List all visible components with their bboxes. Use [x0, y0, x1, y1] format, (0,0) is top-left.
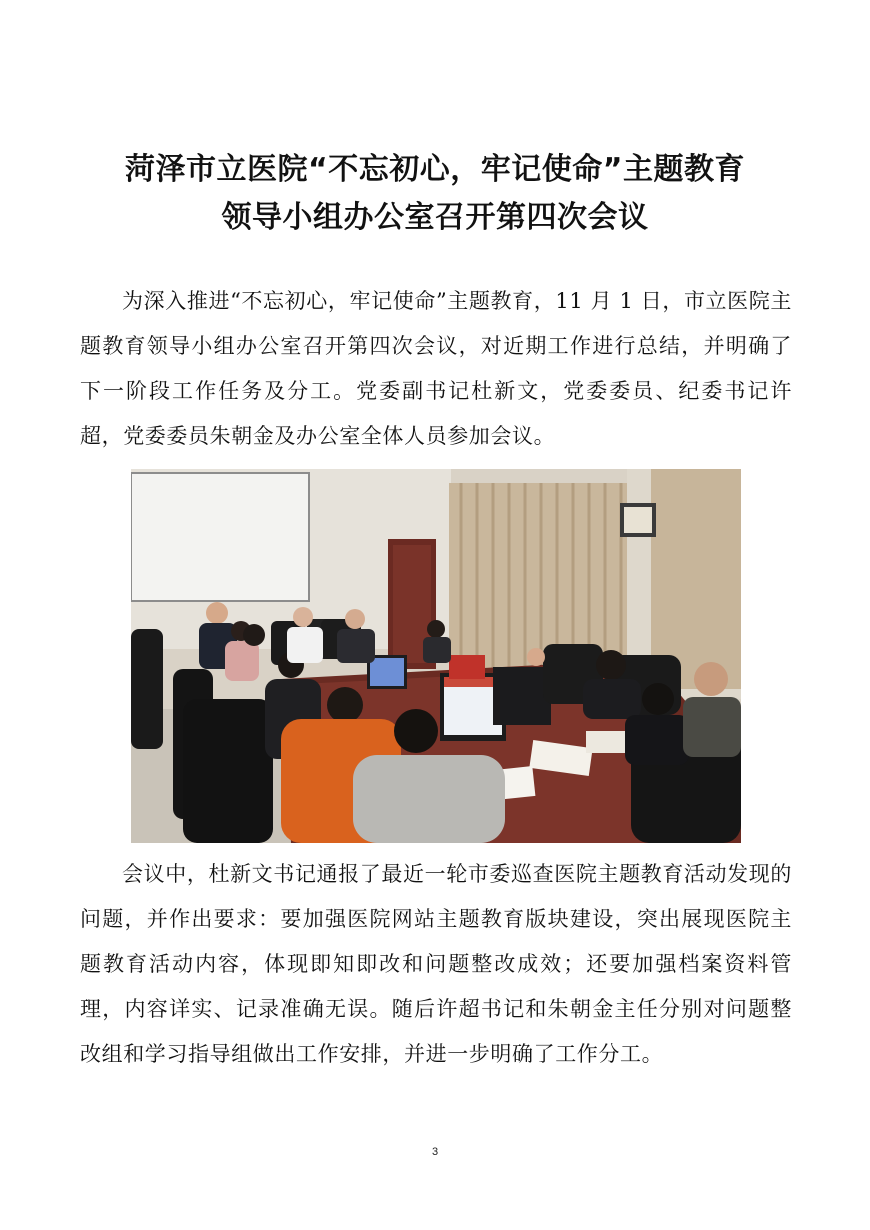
- body-paragraph-2: 会议中，杜新文书记通报了最近一轮市委巡查医院主题教育活动发现的问题，并作出要求：要加强医院网站主题教育版块建设，突出展现医院主题教育活动内容，体现即知即改和问题整改成效；还要加强档案资料管理，内容详实、记录准确无误。随后许超书记和朱朝金主任分别对问题整改组和学习指导组做出工作安排，并进一步明确了工作分工。: [80, 862, 792, 1066]
- title-line-1: 菏泽市立医院“不忘初心，牢记使命”主题教育: [125, 152, 745, 187]
- body-paragraph-1: 为深入推进“不忘初心，牢记使命”主题教育，11 月 1 日，市立医院主题教育领导小组办公室召开第四次会议，对近期工作进行总结，并明确了下一阶段工作任务及分工。党委副书记杜新文，党委委员、纪委书记许超，党委委员朱朝金及办公室全体人员参加会议。: [80, 289, 792, 448]
- title-line-2: 领导小组办公室召开第四次会议: [221, 200, 649, 235]
- page-number: 3: [431, 1146, 439, 1158]
- document-title: [60, 146, 810, 242]
- meeting-photo: [131, 469, 741, 843]
